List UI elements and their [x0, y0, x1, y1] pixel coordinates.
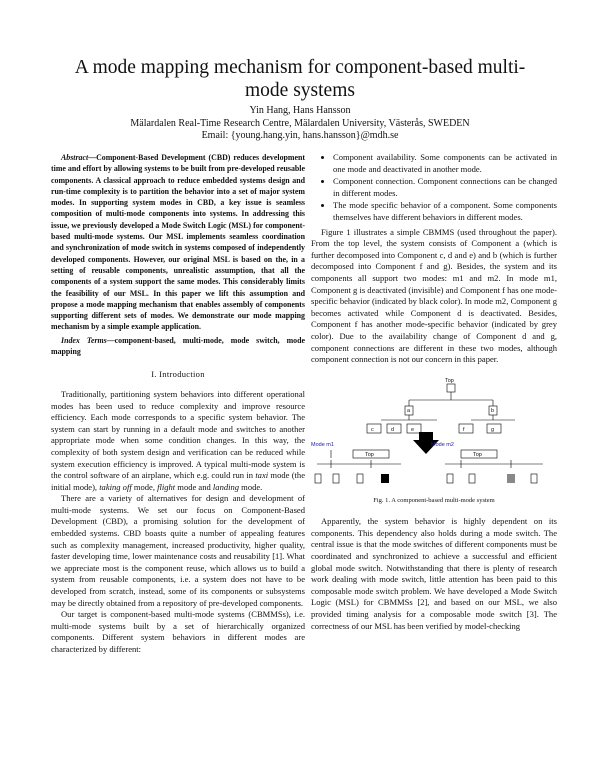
node-label-d: d — [391, 426, 395, 433]
intro-paragraph-2: There are a variety of alternatives for design and development of multi-mode systems. We set our focus on Component-Based Development (CBD), a promising solution for the development of embedded systems. CBD boasts quite a number of appealing features such as complexity management, increased productivity, higher quality, faster developing time, lower maintenance costs and reusability [1]. What we appreciate most is the component reuse, which allows us to build a system from reusable components, i.e. a system does not have to be developed from scratch, instead, some of its components or subsystems may be directly obtained from a repository of pre-developed components. — [51, 493, 305, 608]
email: Email: {young.hang.yin, hans.hansson}@mdh.se — [201, 130, 399, 141]
abstract: Abstract—Component-Based Development (CBD) reduces development time and effort by allowing systems to be built from pre-developed reusable components. A classical approach to reduce embedded systems design and run-time complexity is to partition the behavior into a set of major system modes. In supporting system modes in CBD, a key issue is seamless composition of multi-mode components into systems. In addressing this issue, we previously developed a Mode Switch Logic (MSL) for component-based multi-mode systems. Our MSL implements seamless coordination and synchronization of mode switch in systems composed of independently developed components. However, our original MSL is based on the, in a setting of reusable components, unrealistic assumption, that all the components of a system support the same modes. This considerably limits the feasibility of our MSL. In this paper we lift this assumption and propose a mode mapping mechanism that enables assembly of components supporting different sets of modes. We demonstrate our mode mapping mechanism by a simple example application. — [51, 153, 305, 332]
figure-mode2-label: Mode m2 — [431, 441, 454, 448]
left-column — [51, 152, 305, 656]
node-label-c: c — [371, 426, 374, 433]
figure-top-label: Top — [445, 377, 454, 384]
node-label-e: e — [411, 426, 415, 433]
intro-paragraph-3: Our target is component-based multi-mode systems (CBMMSs), i.e. multi-mode systems built by a set of hierarchically organized components. Different system behaviors in different modes are characterized by different: — [51, 609, 305, 654]
node-label-g: g — [491, 426, 495, 433]
mode2-top-label: Top — [473, 451, 482, 458]
figure-1 — [311, 376, 557, 491]
node-label-f: f — [463, 426, 465, 433]
node-f — [459, 424, 473, 433]
intro-paragraph-1: Traditionally, partitioning system behaviors into different operational modes has been used to reduce complexity and improve resource efficiency. Each mode corresponds to a specific system behavior. The system can start by running in a default mode and switches to another appropriate mode when some condition changes. In this way, the complexity of both system design and verification can be reduced while system execution efficiency is improved. A typical multi-mode system is the control software of an airplane, which e.g. could run in taxi mode (the initial mode), taking off mode, flight mode and landing mode. — [51, 388, 305, 492]
list-item: • Component connection. Component connections can be changed in different modes. — [333, 176, 557, 199]
node-c — [367, 424, 381, 433]
mode-switch-paragraph: Apparently, the system behavior is highly dependent on its components. This dependency also holds during a mode switch. The central issue is that the mode switches of different components must be coordinated and synchronized to achieve a successful and efficient global mode switch. Notwithstanding that there is plenty of research work dealing with mode switch, little attention has been paid to this composable mode switch problem. We have developed a Mode Switch Logic (MSL) for CBMMSs [2], and based on our MSL, we also provided timing analysis for a composable mode switch [3]. The correctness of our MSL has been verified by model-checking — [311, 516, 557, 631]
paper-title: A mode mapping mechanism for component-based multi-mode systems — [74, 57, 526, 101]
mode2-f-node — [507, 474, 515, 483]
node-label-b: b — [491, 407, 495, 414]
index-terms: Index Terms—component-based, multi-mode, mode switch, mode mapping — [51, 335, 305, 357]
behavior-list — [311, 152, 557, 224]
figure-caption: Fig. 1. A component-based multi-mode system — [373, 496, 495, 504]
mode1-top-label: Top — [365, 451, 374, 458]
mode1-f-node — [381, 474, 389, 483]
authors: Yin Hang, Hans Hansson — [249, 105, 351, 116]
mode2-g-node — [531, 474, 537, 483]
author-block — [60, 105, 540, 143]
section-heading-introduction: I. Introduction — [151, 369, 205, 380]
abstract-text: Component-Based Development (CBD) reduces development time and effort by allowing systems to be built from pre-developed reusable components. A classical approach to reduce embedded systems design and run-time complexity is to partition the behavior into a set of major system modes. In supporting system modes in CBD, a key issue is seamless composition of multi-mode components into systems. In addressing this issue, we previously developed a Mode Switch Logic (MSL) for component-based multi-mode systems. Our MSL implements seamless coordination and synchronization of mode switch in systems composed of independently developed components. However, our original MSL is based on the, in a setting of reusable components, unrealistic assumption, that all the components of a system support the same modes. This considerably limits the feasibility of our MSL. In this paper we lift this assumption and propose a mode mapping mechanism that enables assembly of components supporting different sets of modes. We demonstrate our mode mapping mechanism by a simple example application. — [51, 153, 305, 332]
figure-mode1-label: Mode m1 — [311, 441, 334, 448]
figure-diagram — [311, 376, 557, 491]
abstract-label: Abstract — [61, 153, 89, 162]
figure-description-paragraph: Figure 1 illustrates a simple CBMMS (used throughout the paper). From the top level, the system consists of Component a (which is further decomposed into Component c, d and e) and b (which is further decomposed into Component f and g). Besides, the system and its components all support two modes: m1 and m2. In mode m1, Component g is deactivated (invisible) and Component f has one mode-specific behavior (indicated by black color). In mode m2, Component g becomes activated while Component d is deactivated. Besides, Component f has another mode-specific behavior (indicated by grey color). Due to the availability change of Component d and g, component connections are different in these two modes, although component connection is not our concern in this paper. — [311, 226, 557, 365]
right-column — [311, 152, 557, 632]
node-label-a: a — [407, 407, 411, 414]
list-item: • The mode specific behavior of a component. Some components themselves have different behaviors in different modes. — [333, 200, 557, 223]
affiliation: Mälardalen Real-Time Research Centre, Mälardalen University, Västerås, SWEDEN — [130, 117, 470, 129]
index-terms-text: component-based, multi-mode, mode switch, mode mapping — [51, 335, 305, 357]
index-terms-label: Index Terms — [61, 335, 107, 345]
list-item: • Component availability. Some components can be activated in one mode and deactivated in another mode. — [333, 152, 557, 175]
